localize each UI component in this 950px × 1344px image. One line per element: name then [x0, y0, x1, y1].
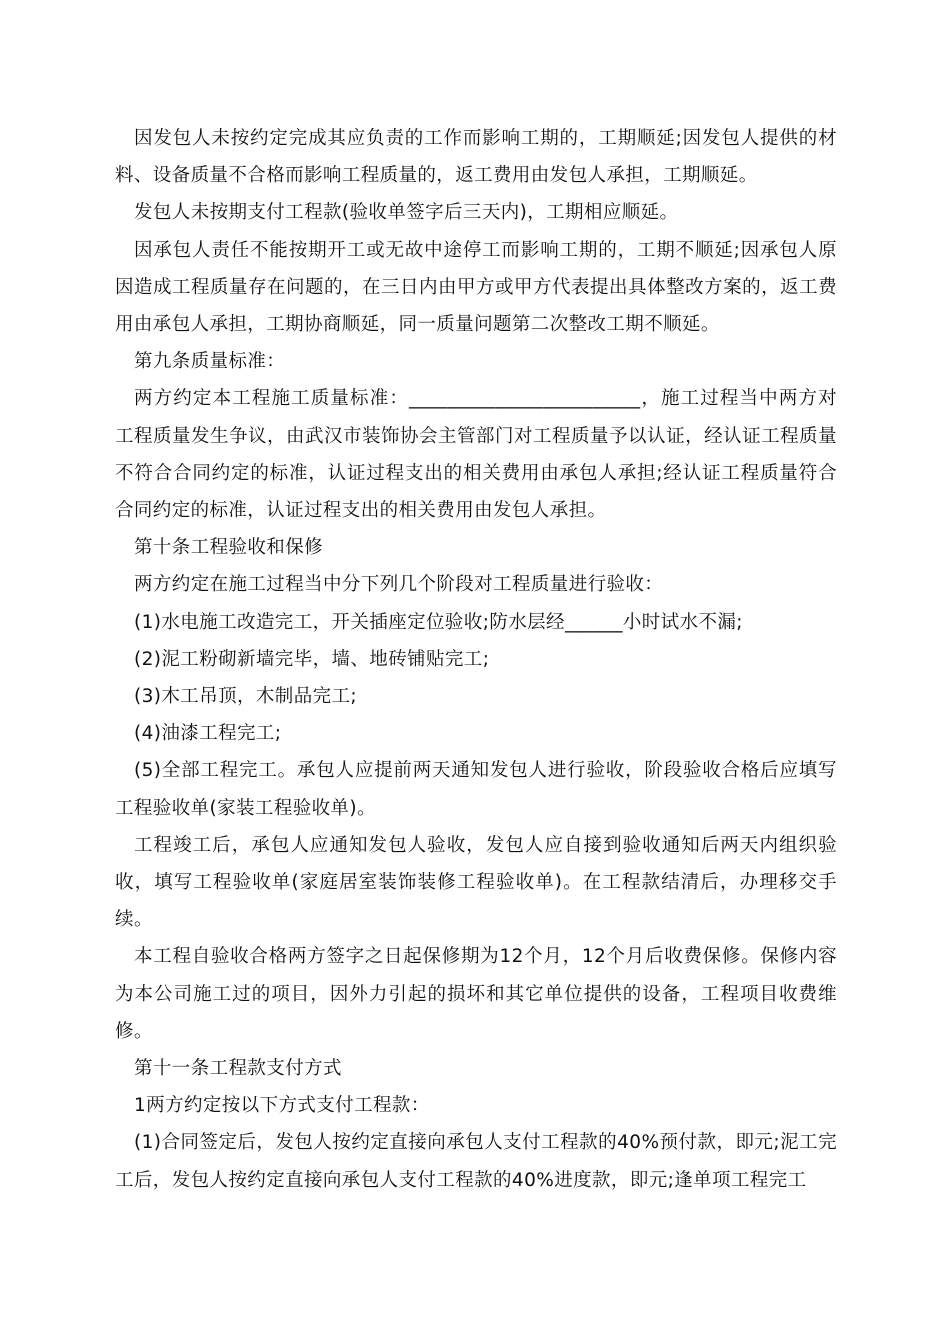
paragraph-delay-by-contractor: 因承包人责任不能按期开工或无故中途停工而影响工期的，工期不顺延;因承包人原因造成工程质量存在问题的，在三日内由甲方或甲方代表提出具体整改方案的，返工费用由承包人承担，工期协商顺延，同一质量问题第二次整改工期不顺延。: [115, 239, 837, 336]
list-item-stage-5: (5)全部工程完工。承包人应提前两天通知发包人进行验收，阶段验收合格后应填写工程验收单(家装工程验收单)。: [115, 760, 837, 819]
paragraph-payment-delay: 发包人未按期支付工程款(验收单签字后三天内)，工期相应顺延。: [134, 202, 679, 224]
list-item-stage-2: (2)泥工粉砌新墙完毕，墙、地砖铺贴完工;: [134, 648, 490, 670]
paragraph-completion-acceptance: 工程竣工后，承包人应通知发包人验收，发包人应自接到验收通知后两天内组织验收，填写工程验收单(家庭居室装饰装修工程验收单)。在工程款结清后，办理移交手续。: [115, 834, 837, 931]
paragraph-payment-intro: 1两方约定按以下方式支付工程款：: [134, 1095, 430, 1117]
paragraph-delay-by-employer: 因发包人未按约定完成其应负责的工作而影响工期的，工期顺延;因发包人提供的材料、设备质量不合格而影响工程质量的，返工费用由发包人承担，工期顺延。: [115, 128, 837, 187]
list-item-stage-4: (4)油漆工程完工;: [134, 723, 282, 745]
paragraph-acceptance-stages: 两方约定在施工过程当中分下列几个阶段对工程质量进行验收：: [134, 574, 664, 596]
list-item-stage-1: (1)水电施工改造完工，开关插座定位验收;防水层经______小时试水不漏;: [134, 611, 743, 633]
heading-article-10: 第十条工程验收和保修: [134, 537, 324, 559]
list-item-payment-1: (1)合同签定后，发包人按约定直接向承包人支付工程款的40%预付款，即元;泥工完工后，发包人按约定直接向承包人支付工程款的40%进度款，即元;逢单项工程完工: [115, 1132, 837, 1191]
heading-article-11: 第十一条工程款支付方式: [134, 1058, 342, 1080]
list-item-stage-3: (3)木工吊顶，木制品完工;: [134, 686, 358, 708]
document-body: [115, 120, 837, 1199]
heading-article-9: 第九条质量标准：: [134, 351, 286, 373]
paragraph-warranty: 本工程自验收合格两方签字之日起保修期为12个月，12个月后收费保修。保修内容为本公司施工过的项目，因外力引起的损坏和其它单位提供的设备，工程项目收费维修。: [115, 946, 837, 1042]
paragraph-quality-standard: 两方约定本工程施工质量标准：________________________，施工过程当中两方对工程质量发生争议，由武汉市装饰协会主管部门对工程质量予以认证，经认证工程质量不符合合同约定的标准，认证过程支出的相关费用由承包人承担;经认证工程质量符合合同约定的标准，认证过程支出的相关费用由发包人承担。: [115, 388, 837, 522]
